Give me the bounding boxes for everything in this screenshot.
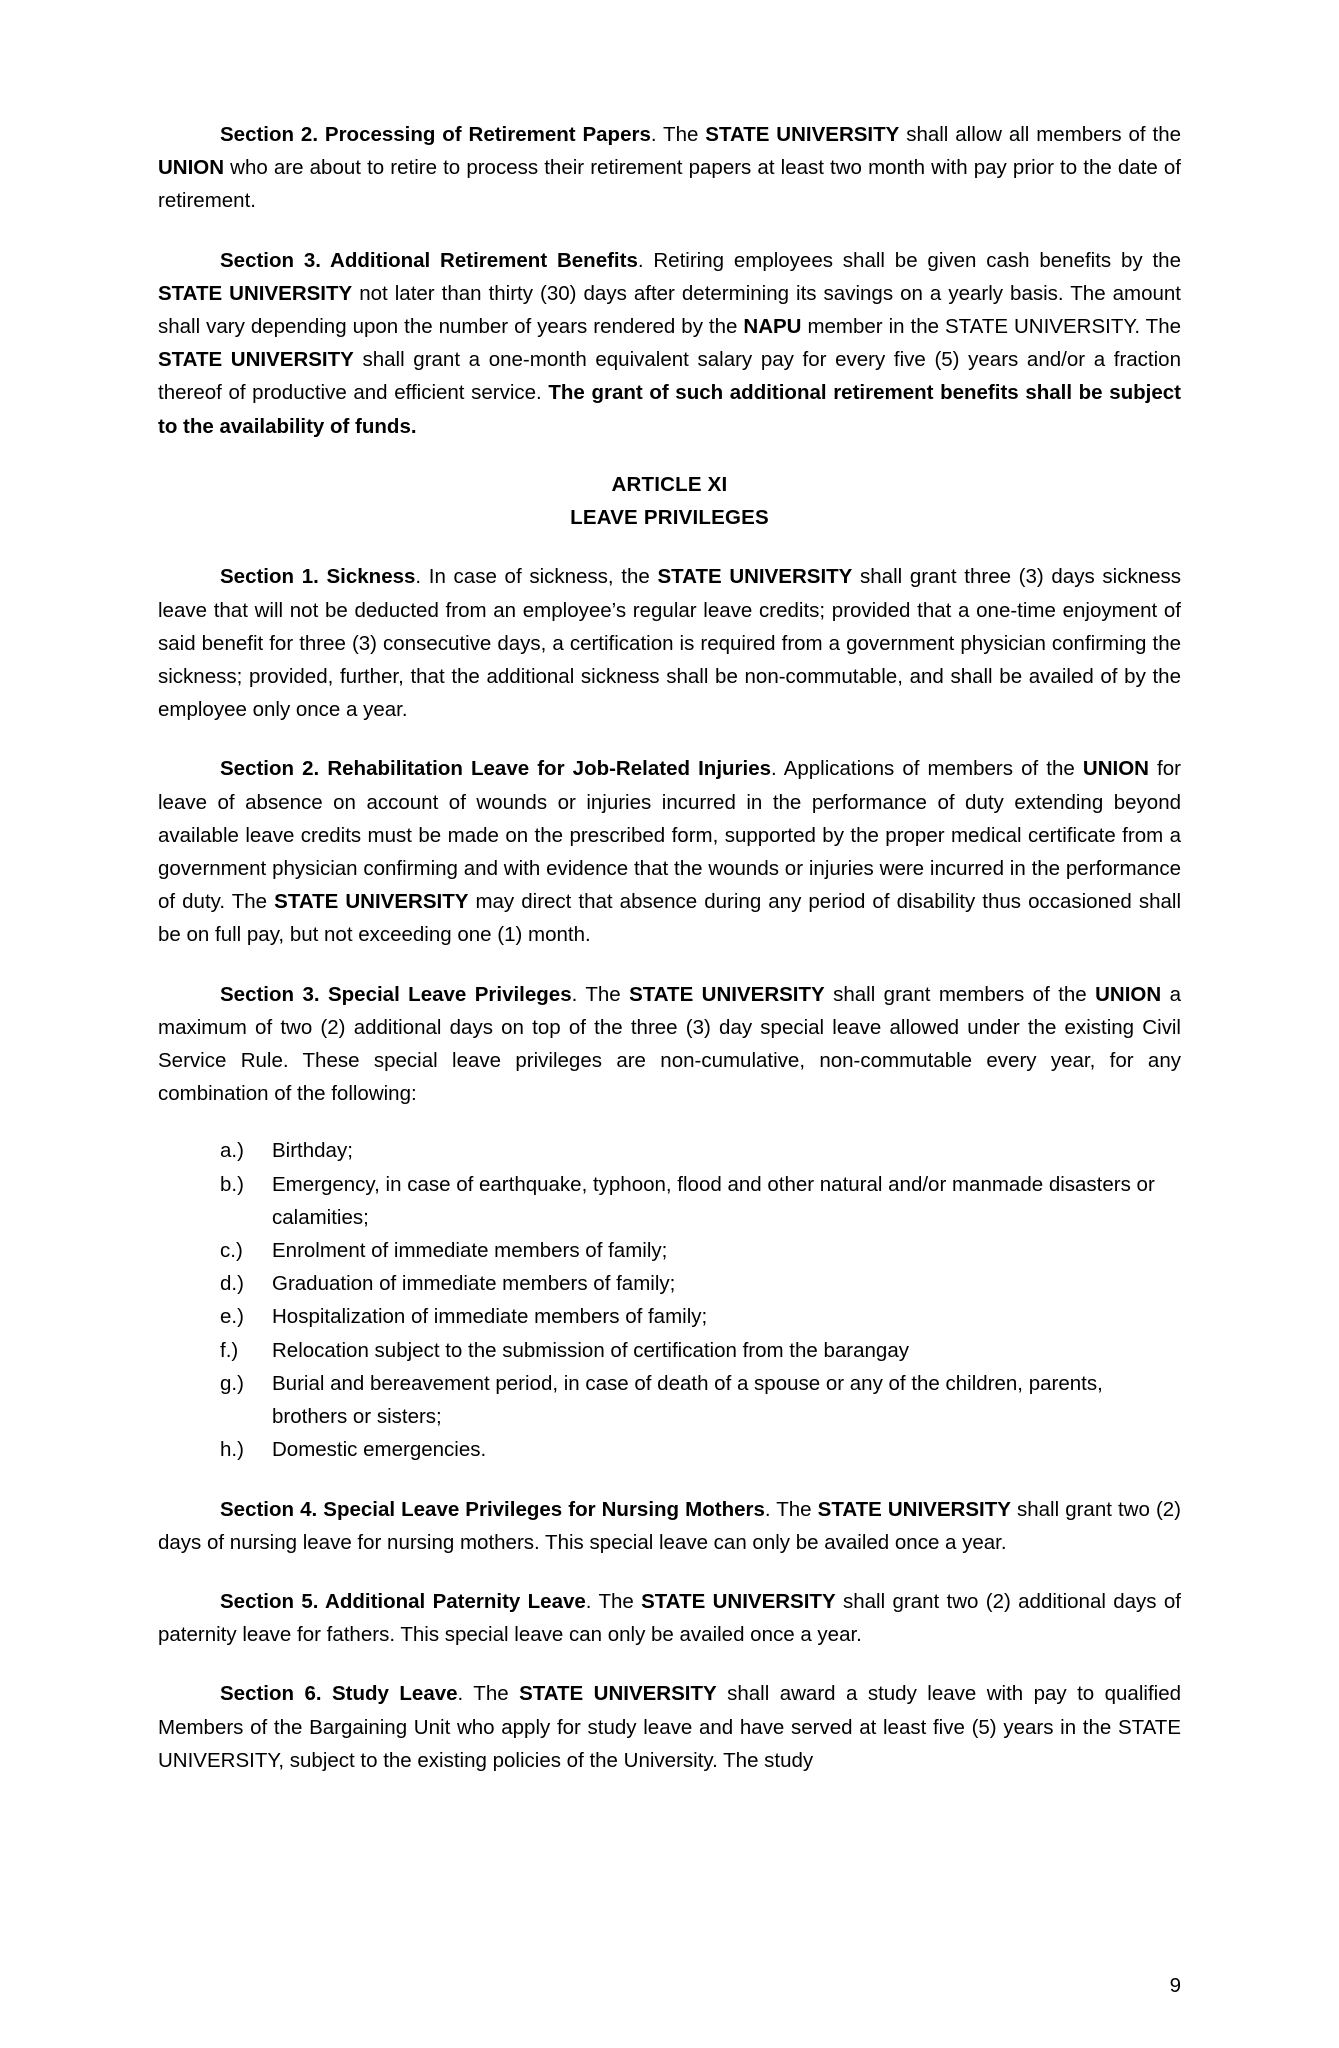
list-item-marker: c.)	[220, 1239, 243, 1263]
list-item-label: Graduation of immediate members of family;	[272, 1272, 676, 1296]
list-item-marker: d.)	[220, 1272, 244, 1296]
paragraph-section-5-additional-paternity-leave	[158, 1585, 1181, 1651]
paragraph-section-3-additional-retirement-benefits	[158, 244, 1181, 443]
list-item	[220, 1367, 1181, 1433]
paragraph-section-2-rehabilitation-leave	[158, 752, 1181, 951]
list-item-label: Enrolment of immediate members of family;	[272, 1239, 668, 1263]
list-item-marker: b.)	[220, 1172, 244, 1196]
section-heading: Section 4. Special Leave Privileges for Nursing Mothers	[220, 1497, 765, 1521]
paragraph-section-3-special-leave-privileges	[158, 978, 1181, 1111]
list-item	[220, 1134, 1181, 1167]
section-heading: Section 2. Rehabilitation Leave for Job-Related Injuries	[220, 757, 772, 781]
list-item-marker: f.)	[220, 1338, 239, 1362]
section-body: . The STATE UNIVERSITY shall grant two (2) additional days of paternity leave for fathers. This special leave can only be availed once a year.	[158, 1589, 1181, 1647]
list-item-marker: a.)	[220, 1139, 244, 1163]
list-item	[220, 1433, 1181, 1466]
list-item-label: Domestic emergencies.	[272, 1438, 487, 1462]
section-body: . The STATE UNIVERSITY shall grant members of the UNION a maximum of two (2) additional days on top of the three (3) day special leave allowed under the existing Civil Service Rule. These special leave privileges are non-cumulative, non-commutable every year, for any combination of the following:	[158, 982, 1181, 1106]
paragraph-section-4-nursing-mothers	[158, 1493, 1181, 1559]
list-item	[220, 1168, 1181, 1234]
section-heading: Section 3. Special Leave Privileges	[220, 982, 572, 1006]
list-item-marker: e.)	[220, 1305, 244, 1329]
section-body: . The STATE UNIVERSITY shall award a study leave with pay to qualified Members of the Bargaining Unit who apply for study leave and have served at least five (5) years in the STATE UNIVERSITY, subject to the existing policies of the University. The study	[158, 1682, 1181, 1772]
section-heading: Section 5. Additional Paternity Leave	[220, 1589, 586, 1613]
list-item-marker: h.)	[220, 1438, 244, 1462]
section-heading: Section 3. Additional Retirement Benefits	[220, 248, 638, 272]
section-body: . Retiring employees shall be given cash benefits by the STATE UNIVERSITY not later than thirty (30) days after determining its savings on a yearly basis. The amount shall vary depending upon the number of years rendered by the NAPU member in the STATE UNIVERSITY. The STATE UNIVERSITY shall grant a one-month equivalent salary pay for every five (5) years and/or a fraction thereof of productive and efficient service. The grant of such additional retirement benefits shall be subject to the availability of funds.	[158, 248, 1181, 438]
section-body: . The STATE UNIVERSITY shall grant two (2) days of nursing leave for nursing mothers. This special leave can only be availed once a year.	[158, 1497, 1182, 1554]
list-item-label: Birthday;	[272, 1139, 353, 1163]
page-number: 9	[1169, 1973, 1181, 1997]
list-item-marker: g.)	[220, 1371, 244, 1395]
paragraph-section-6-study-leave	[158, 1677, 1181, 1777]
article-title: LEAVE PRIVILEGES	[570, 505, 769, 529]
section-body: . The STATE UNIVERSITY shall allow all members of the UNION who are about to retire to process their retirement papers at least two month with pay prior to the date of retirement.	[158, 123, 1182, 213]
list-item	[220, 1300, 1181, 1333]
section-body: . Applications of members of the UNION for leave of absence on account of wounds or injuries incurred in the performance of duty extending beyond available leave credits must be made on the prescribed form, supported by the proper medical certificate from a government physician confirming and with evidence that the wounds or injuries were incurred in the performance of duty. The STATE UNIVERSITY may direct that absence during any period of disability thus occasioned shall be on full pay, but not exceeding one (1) month.	[158, 757, 1181, 947]
list-item	[220, 1334, 1181, 1367]
article-title-block	[158, 469, 1181, 535]
list-item-label: Emergency, in case of earthquake, typhoon, flood and other natural and/or manmade disasters or calamities;	[272, 1172, 1155, 1229]
paragraph-section-1-sickness	[158, 560, 1181, 726]
list-item	[220, 1267, 1181, 1300]
section-heading: Section 6. Study Leave	[220, 1682, 458, 1706]
paragraph-section-2-retirement-papers	[158, 118, 1181, 218]
list-item-label: Burial and bereavement period, in case of death of a spouse or any of the children, parents, brothers or sisters;	[272, 1371, 1103, 1429]
list-item-label: Hospitalization of immediate members of family;	[272, 1305, 708, 1329]
article-number: ARTICLE XI	[611, 472, 728, 496]
list-item	[220, 1234, 1181, 1267]
special-leave-privileges-list	[158, 1134, 1181, 1466]
section-heading: Section 1. Sickness	[220, 565, 416, 589]
section-body: . In case of sickness, the STATE UNIVERSITY shall grant three (3) days sickness leave that will not be deducted from an employee’s regular leave credits; provided that a one-time enjoyment of said benefit for three (3) consecutive days, a certification is required from a government physician confirming the sickness; provided, further, that the additional sickness shall be non-commutable, and shall be availed of by the employee only once a year.	[158, 565, 1181, 722]
section-heading: Section 2. Processing of Retirement Papers	[220, 123, 651, 146]
list-item-label: Relocation subject to the submission of certification from the barangay	[272, 1338, 909, 1362]
